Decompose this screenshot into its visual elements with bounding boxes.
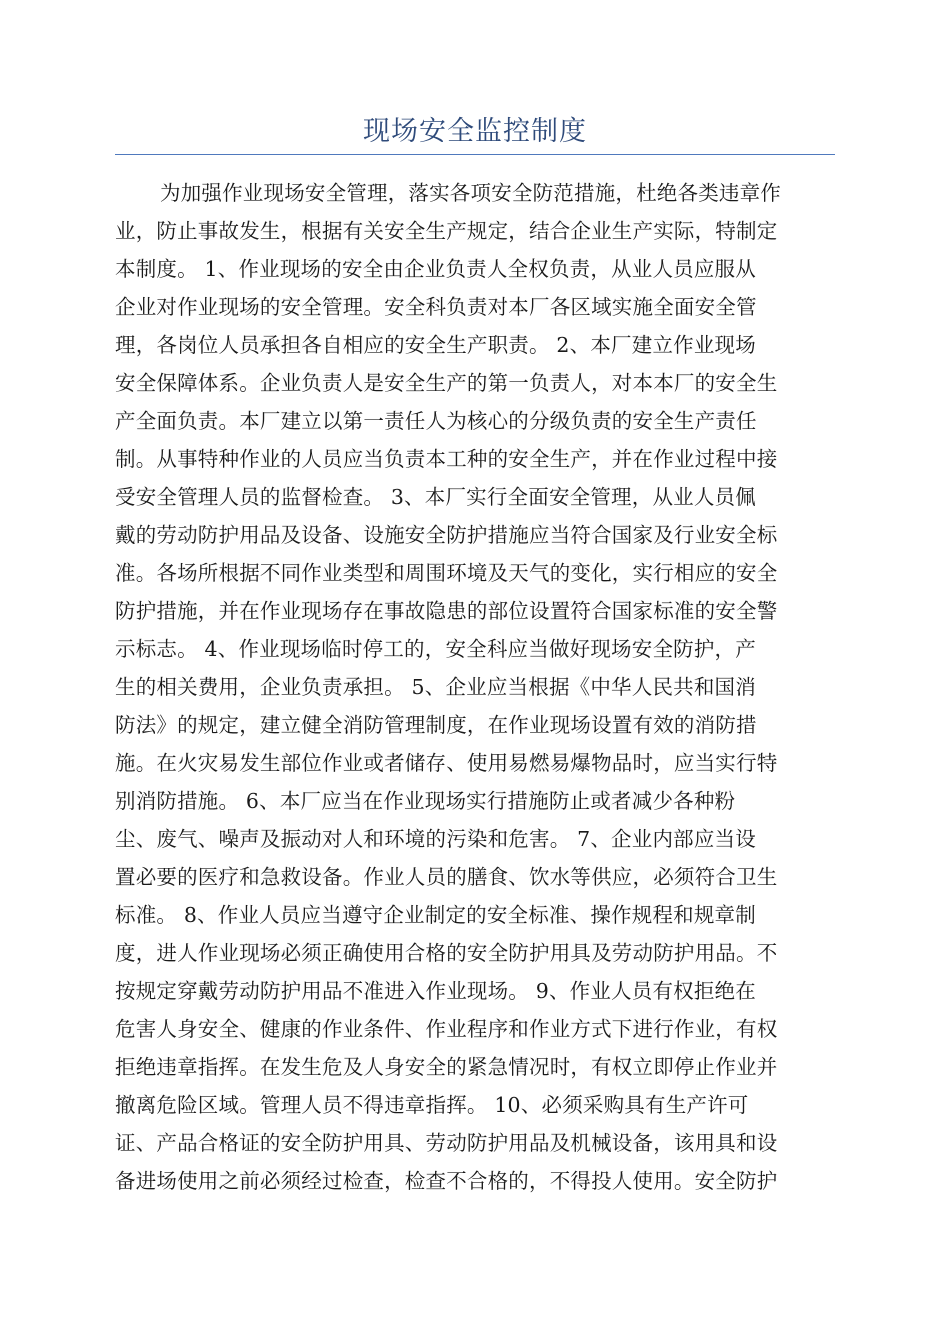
body-line: 为加强作业现场安全管理，落实各项安全防范措施，杜绝各类违章作 [160, 181, 781, 205]
body-line: 按规定穿戴劳动防护用品不准进入作业现场。 9、作业人员有权拒绝在 [115, 979, 756, 1003]
body-line: 别消防措施。 6、本厂应当在作业现场实行措施防止或者减少各种粉 [115, 789, 736, 813]
body-line: 产全面负责。本厂建立以第一责任人为核心的分级负责的安全生产责任 [115, 409, 757, 433]
body-line: 标准。 8、作业人员应当遵守企业制定的安全标准、操作规程和规章制 [115, 903, 756, 927]
body-line: 生的相关费用，企业负责承担。 5、企业应当根据《中华人民共和国消 [115, 675, 756, 699]
body-line: 防法》的规定，建立健全消防管理制度，在作业现场设置有效的消防措 [115, 713, 757, 737]
body-line: 安全保障体系。企业负责人是安全生产的第一负责人，对本本厂的安全生 [115, 371, 778, 395]
body-line: 本制度。 1、作业现场的安全由企业负责人全权负责，从业人员应服从 [115, 257, 756, 281]
body-line: 危害人身安全、健康的作业条件、作业程序和作业方式下进行作业，有权 [115, 1017, 778, 1041]
body-line: 戴的劳动防护用品及设备、设施安全防护措施应当符合国家及行业安全标 [115, 523, 778, 547]
body-line: 防护措施，并在作业现场存在事故隐患的部位设置符合国家标准的安全警 [115, 599, 778, 623]
body-line: 受安全管理人员的监督检查。 3、本厂实行全面安全管理，从业人员佩 [115, 485, 756, 509]
body-line: 证、产品合格证的安全防护用具、劳动防护用品及机械设备，该用具和设 [115, 1131, 778, 1155]
body-line: 备进场使用之前必须经过检查，检查不合格的，不得投人使用。安全防护 [115, 1169, 778, 1193]
body-line: 示标志。 4、作业现场临时停工的，安全科应当做好现场安全防护，产 [115, 637, 756, 661]
document-body [115, 174, 835, 1200]
body-line: 撤离危险区域。管理人员不得违章指挥。 10、必须采购具有生产许可 [115, 1093, 749, 1117]
body-line: 尘、废气、噪声及振动对人和环境的污染和危害。 7、企业内部应当设 [115, 827, 756, 851]
body-line: 理，各岗位人员承担各自相应的安全生产职责。 2、本厂建立作业现场 [115, 333, 756, 357]
body-line: 业，防止事故发生，根据有关安全生产规定，结合企业生产实际，特制定 [115, 219, 778, 243]
body-line: 企业对作业现场的安全管理。安全科负责对本厂各区域实施全面安全管 [115, 295, 757, 319]
body-line: 拒绝违章指挥。在发生危及人身安全的紧急情况时，有权立即停止作业并 [115, 1055, 778, 1079]
title-underline [115, 154, 835, 155]
body-line: 度，进人作业现场必须正确使用合格的安全防护用具及劳动防护用品。不 [115, 941, 778, 965]
body-line: 施。在火灾易发生部位作业或者储存、使用易燃易爆物品时，应当实行特 [115, 751, 778, 775]
body-line: 置必要的医疗和急救设备。作业人员的膳食、饮水等供应，必须符合卫生 [115, 865, 778, 889]
body-line: 制。从事特种作业的人员应当负责本工种的安全生产，并在作业过程中接 [115, 447, 778, 471]
document-title: 现场安全监控制度 [363, 116, 587, 147]
body-line: 准。各场所根据不同作业类型和周围环境及天气的变化，实行相应的安全 [115, 561, 778, 585]
